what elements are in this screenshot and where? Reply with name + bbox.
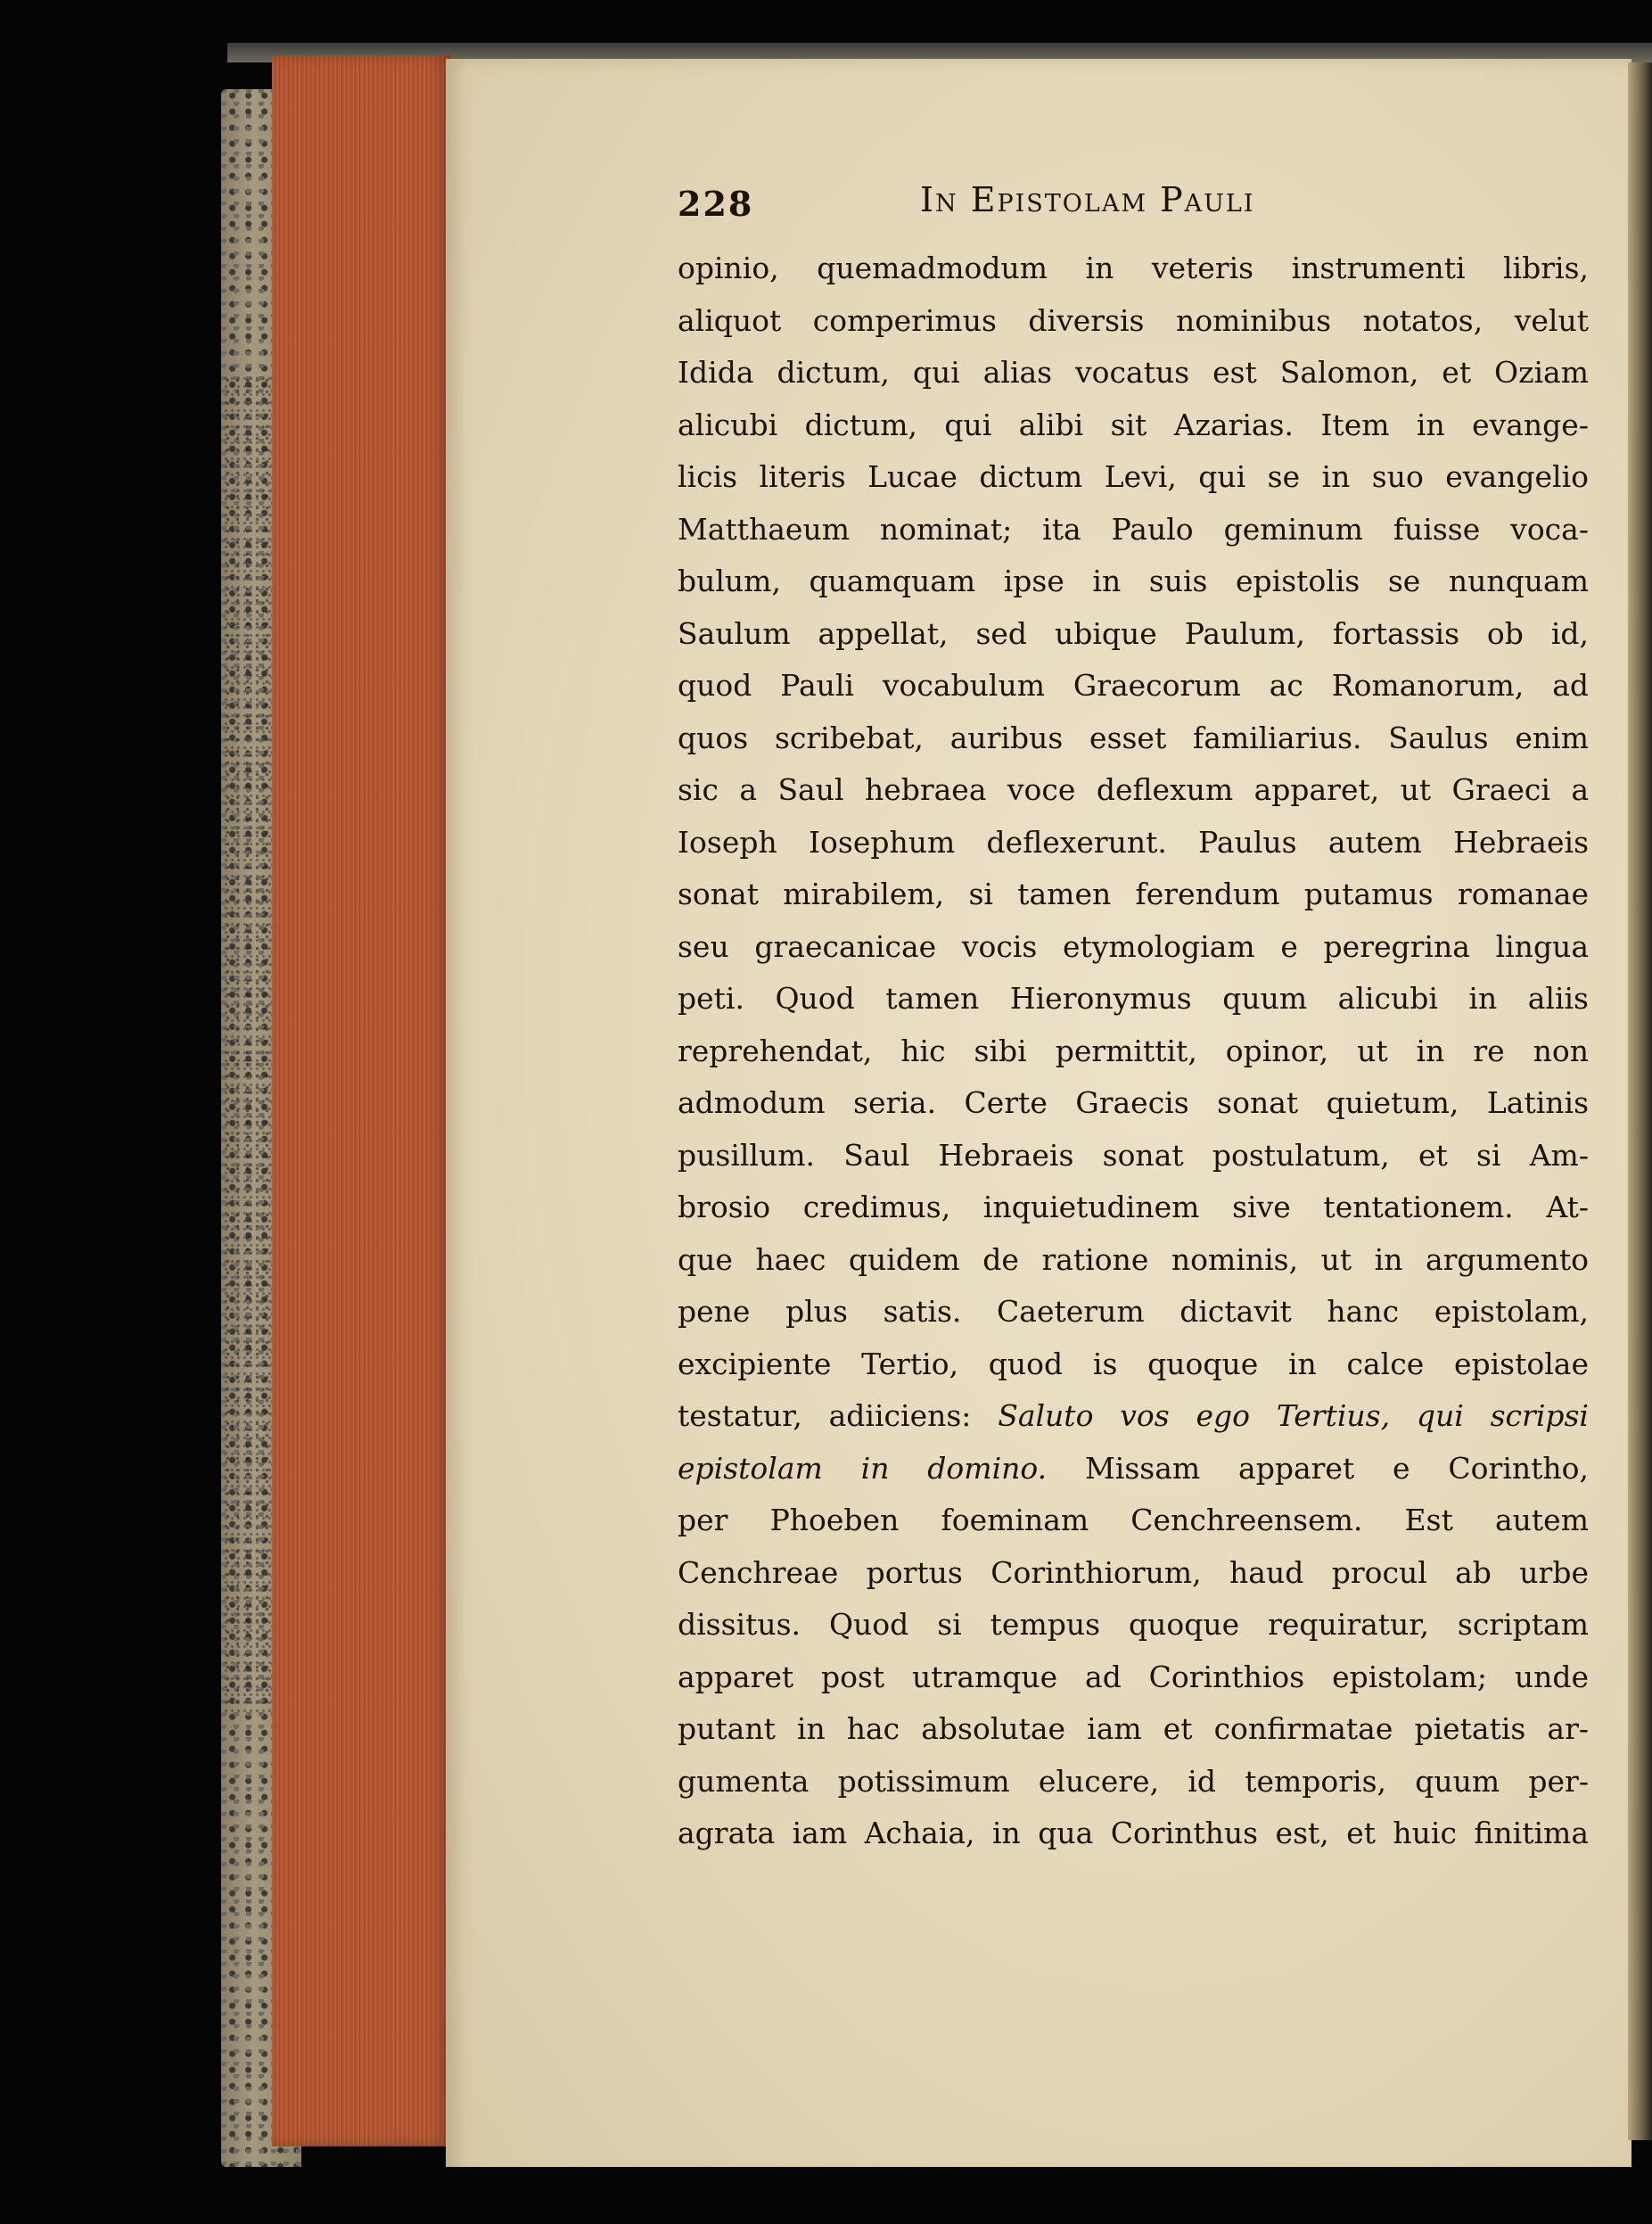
text-line-roman: putant in hac absolutae iam et confirmatae pietatis ar- <box>678 1711 1589 1746</box>
text-line-roman: apparet post utramque ad Corinthios epistolam; unde <box>678 1659 1589 1694</box>
bottom-shadow <box>267 2167 1652 2224</box>
page-text-block <box>678 171 1589 1860</box>
text-line-roman: alicubi dictum, qui alibi sit Azarias. Item in evange- <box>678 407 1589 442</box>
gutter-edge <box>1628 62 1652 2140</box>
text-line-roman: Idida dictum, qui alias vocatus est Salomon, et Oziam <box>678 355 1589 390</box>
text-line <box>678 608 1589 661</box>
body-text <box>678 243 1589 1860</box>
text-line-roman: bulum, quamquam ipse in suis epistolis se nunquam <box>678 564 1589 598</box>
text-line <box>678 1443 1589 1495</box>
text-line-roman: gumenta potissimum elucere, id temporis, quum per- <box>678 1763 1589 1799</box>
text-line-roman: Matthaeum nominat; ita Paulo geminum fuisse voca- <box>678 511 1589 547</box>
text-line-roman: licis literis Lucae dictum Levi, qui se in suo evangelio <box>678 459 1589 494</box>
text-line-roman: Cenchreae portus Corinthiorum, haud procul ab urbe <box>678 1554 1589 1590</box>
text-line <box>678 1599 1589 1652</box>
text-line-roman: quos scribebat, auribus esset familiarius. Saulus enim <box>678 720 1589 755</box>
cover-speckle <box>223 375 276 1712</box>
text-line-roman: quod Pauli vocabulum Graecorum ac Romanorum, ad <box>678 668 1589 703</box>
text-line-roman: agrata iam Achaia, in qua Corinthus est, et huic finitima <box>678 1816 1589 1850</box>
text-line <box>678 1703 1589 1756</box>
text-line <box>678 1756 1589 1808</box>
text-line <box>678 1026 1589 1078</box>
text-line <box>678 660 1589 713</box>
text-line-roman: que haec quidem de ratione nominis, ut in argumento <box>678 1241 1589 1277</box>
text-line-roman: dissitus. Quod si tempus quoque requiratur, scriptam <box>678 1607 1589 1642</box>
text-line <box>678 973 1589 1026</box>
text-line <box>678 243 1589 295</box>
text-line <box>678 504 1589 556</box>
text-line-roman: peti. Quod tamen Hieronymus quum alicubi in aliis <box>678 981 1589 1016</box>
text-line-roman: pusillum. Saul Hebraeis sonat postulatum, et si Am- <box>678 1137 1589 1173</box>
text-line-roman: Missam apparet e Corintho, <box>1047 1450 1590 1486</box>
text-line-roman: opinio, quemadmodum in veteris instrumenti libris, <box>678 251 1589 285</box>
text-line <box>678 1182 1589 1234</box>
text-line <box>678 921 1589 974</box>
text-line-roman: sonat mirabilem, si tamen ferendum putamus romanae <box>678 877 1589 911</box>
text-line <box>678 1130 1589 1182</box>
text-line-italic: Saluto vos ego Tertius, qui scripsi <box>971 1398 1589 1433</box>
text-line <box>678 556 1589 608</box>
text-line <box>678 295 1589 348</box>
text-line-roman: excipiente Tertio, quod is quoque in calce epistolae <box>678 1346 1589 1381</box>
text-line <box>678 399 1589 452</box>
text-line-roman: reprehendat, hic sibi permittit, opinor, ut in re non <box>678 1033 1589 1068</box>
text-line <box>678 1652 1589 1704</box>
text-line <box>678 1547 1589 1600</box>
text-line <box>678 817 1589 869</box>
text-line <box>678 869 1589 921</box>
running-head <box>678 171 1589 225</box>
text-line-italic: epistolam in domino. <box>678 1450 1048 1486</box>
text-line-roman: pene plus satis. Caeterum dictavit hanc epistolam, <box>678 1294 1589 1329</box>
text-line <box>678 1808 1589 1860</box>
text-line-roman: admodum seria. Certe Graecis sonat quietum, Latinis <box>678 1085 1589 1120</box>
text-line <box>678 764 1589 817</box>
text-line-roman: Ioseph Iosephum deflexerunt. Paulus autem Hebraeis <box>678 824 1589 860</box>
text-line <box>678 1286 1589 1339</box>
text-line-roman: Saulum appellat, sed ubique Paulum, fortassis ob id, <box>678 615 1589 651</box>
text-line <box>678 1495 1589 1547</box>
page-number: 228 <box>678 184 754 224</box>
text-line-roman: testatur, adiiciens: <box>678 1398 972 1433</box>
text-line-roman: brosio credimus, inquietudinem sive tentationem. At- <box>678 1190 1589 1224</box>
text-line-roman: per Phoeben foeminam Cenchreensem. Est autem <box>678 1503 1589 1537</box>
text-line-roman: sic a Saul hebraea voce deflexum apparet, ut Graeci a <box>678 772 1589 807</box>
text-line <box>678 1390 1589 1443</box>
text-line-roman: seu graecanicae vocis etymologiam e peregrina lingua <box>678 928 1589 964</box>
stacked-page-edges <box>272 55 450 2146</box>
text-line <box>678 1077 1589 1130</box>
text-line <box>678 1234 1589 1287</box>
text-line <box>678 1339 1589 1391</box>
running-head-title: In Epistolam Pauli <box>920 180 1255 219</box>
text-line <box>678 347 1589 399</box>
text-line <box>678 451 1589 504</box>
text-line-roman: aliquot comperimus diversis nominibus notatos, velut <box>678 302 1589 338</box>
text-line <box>678 713 1589 765</box>
